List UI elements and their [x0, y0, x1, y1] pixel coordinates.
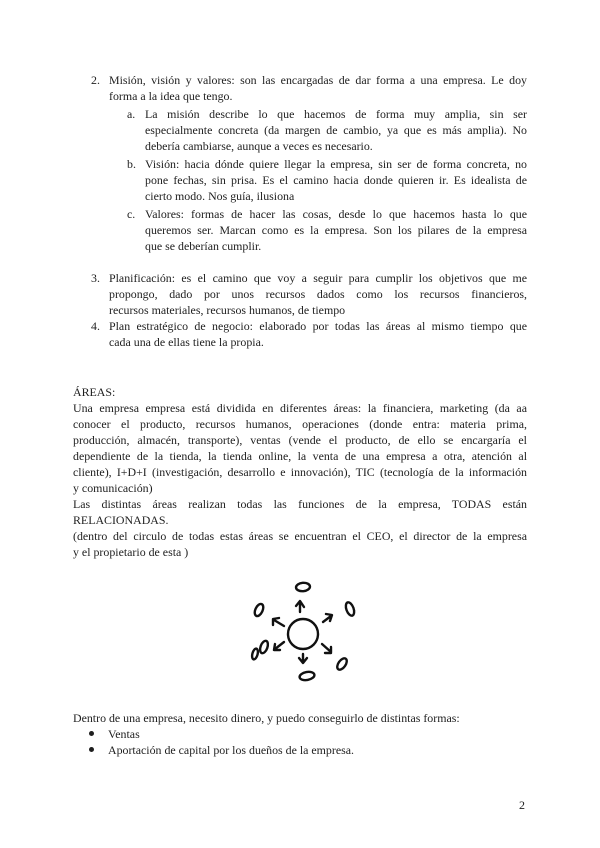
list-item: Aportación de capital por los dueños de la empresa.	[108, 743, 354, 757]
paragraph-line: Misión, visión y valores: son las encargadas de dar forma a una empresa. Le doy	[109, 73, 527, 87]
area-oval	[259, 640, 270, 655]
paragraph-line: Las distintas áreas realizan todas las funciones de la empresa, TODAS están	[73, 497, 527, 511]
area-oval	[299, 671, 315, 681]
page-number: 2	[519, 798, 525, 812]
list-letter: b.	[127, 157, 136, 171]
paragraph-line: Plan estratégico de negocio: elaborado por todas las áreas al mismo tiempo que	[109, 319, 527, 333]
area-oval	[253, 603, 265, 618]
paragraph-line: La misión describe lo que hacemos de forma muy amplia, sin ser	[145, 107, 527, 121]
list-letter: c.	[127, 207, 136, 221]
paragraph-line: producción, almacén, transporte), ventas (vende el producto, de ello se encargaría el	[73, 433, 527, 447]
area-oval	[251, 648, 259, 660]
paragraph-line: conocer el producto, recursos humanos, operaciones (donde entra: materia prima,	[73, 417, 527, 431]
paragraph-line: propongo, dado por unos recursos dados como los recursos financieros,	[109, 287, 527, 301]
paragraph-line: Planificación: es el camino que voy a seguir para cumplir los objetivos que me	[109, 271, 527, 285]
paragraph-line: especialmente concreta (da margen de cambio, ya que es más amplia). No	[145, 123, 527, 137]
paragraph-line: dependiente de la tienda, la tienda online, la venta de una empresa a otra, atención al	[73, 449, 527, 463]
arrow	[299, 654, 307, 663]
paragraph-line: cierto modo. Nos guía, ilusiona	[145, 189, 295, 203]
paragraph-line: y comunicación)	[73, 481, 153, 495]
paragraph-line: forma a la idea que tengo.	[109, 89, 233, 103]
area-oval	[335, 657, 348, 672]
paragraph-line: Dentro de una empresa, necesito dinero, y puedo conseguirlo de distintas formas:	[73, 711, 460, 725]
area-oval	[296, 582, 311, 592]
paragraph-line: Valores: formas de hacer las cosas, desde lo que hacemos hasta lo que	[145, 207, 527, 221]
areas-sketch-diagram	[240, 572, 360, 688]
arrow	[274, 642, 284, 650]
paragraph-line: que se deberían cumplir.	[145, 239, 262, 253]
arrow	[323, 614, 332, 622]
list-item: Ventas	[108, 727, 140, 741]
list-number: 2.	[91, 73, 100, 87]
area-oval	[344, 601, 356, 617]
paragraph-line: cliente), I+D+I (investigación, desarrollo e innovación), TIC (tecnología de la información	[73, 465, 527, 479]
section-heading: ÁREAS:	[73, 385, 116, 399]
paragraph-line: RELACIONADAS.	[73, 513, 169, 527]
paragraph-line: Visión: hacia dónde quiere llegar la empresa, sin ser de forma concreta, no	[145, 157, 527, 171]
paragraph-line: pone fechas, sin prisa. Es el camino hacia donde quieren ir. Es idealista de	[145, 173, 527, 187]
paragraph-line: cada una de ellas tiene la propia.	[109, 335, 264, 349]
paragraph-line: queremos ser. Marcan como es la empresa. Son los pilares de la empresa	[145, 223, 527, 237]
list-number: 4.	[91, 319, 100, 333]
center-circle	[288, 619, 318, 649]
bullet-marker	[89, 747, 94, 752]
paragraph-line: Una empresa empresa está dividida en diferentes áreas: la financiera, marketing (da aa	[73, 401, 527, 415]
paragraph-line: recursos materiales, recursos humanos, de tiempo	[109, 303, 346, 317]
arrow	[273, 618, 284, 626]
arrow	[322, 644, 331, 653]
paragraph-line: (dentro del circulo de todas estas áreas se encuentran el CEO, el director de la empresa	[73, 529, 527, 543]
paragraph-line: y el propietario de esta )	[73, 545, 189, 559]
list-number: 3.	[91, 271, 100, 285]
list-letter: a.	[127, 107, 136, 121]
paragraph-line: debería cambiarse, aunque a veces es necesario.	[145, 139, 373, 153]
arrow	[296, 601, 304, 612]
bullet-marker	[89, 731, 94, 736]
